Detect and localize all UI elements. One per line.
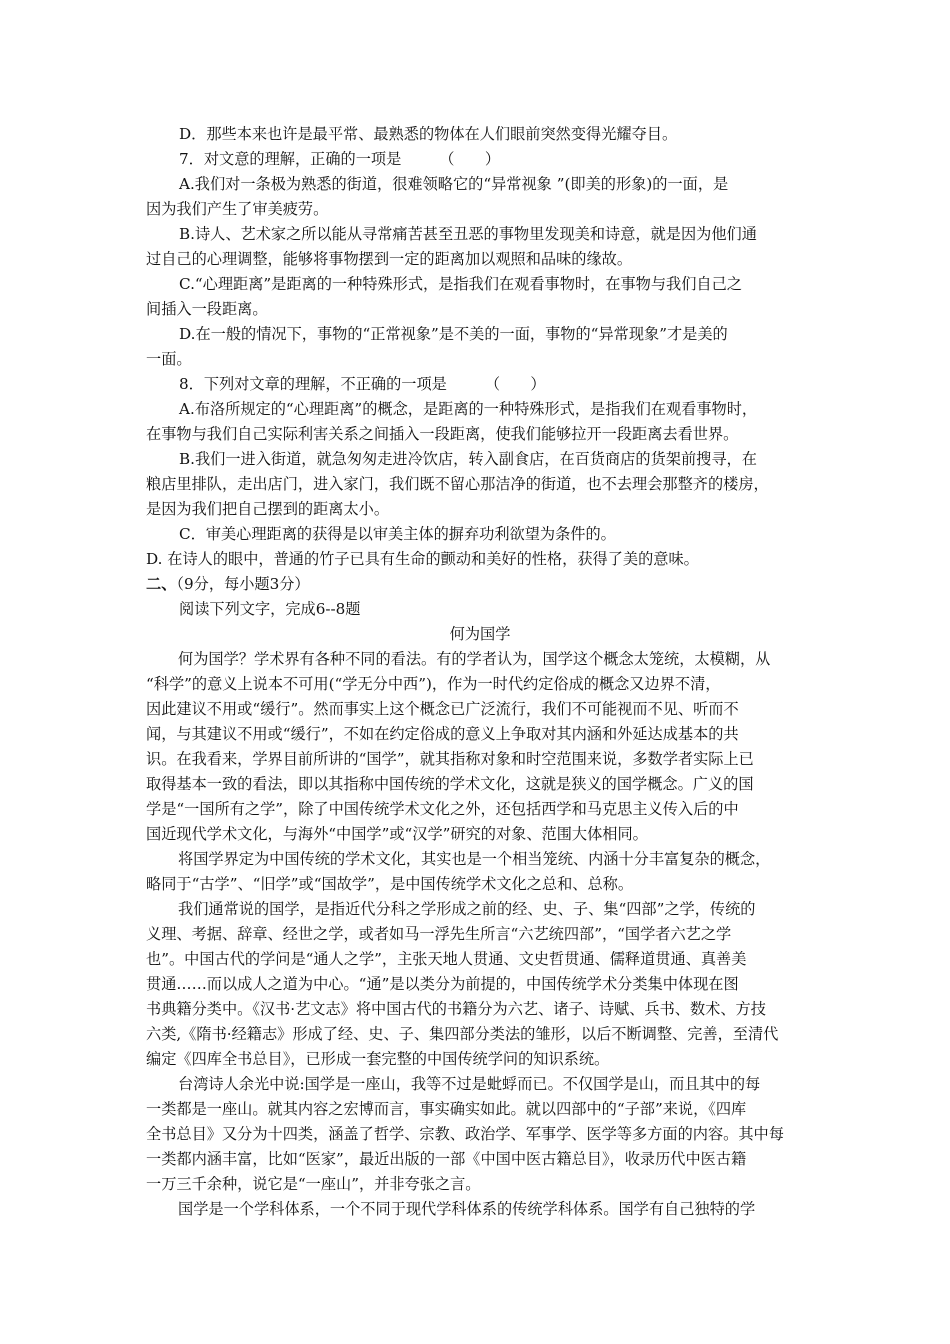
paragraph-line: “科学”的意义上说本不可用(“学无分中西”)，作为一时代约定俗成的概念又边界不清，: [146, 675, 721, 693]
text-line: 因为我们产生了审美疲劳。: [146, 200, 329, 218]
paragraph-line: 一类都内涵丰富，比如“医家”，最近出版的一部《中国中医古籍总目》，收录历代中医古籍: [146, 1150, 747, 1168]
paragraph-line: 闻，与其建议不用或“缓行”，不如在约定俗成的意义上争取对其内涵和外延达成基本的共: [146, 725, 739, 743]
paragraph-line: 学是“一国所有之学”，除了中国传统学术文化之外，还包括西学和马克思主义传入后的中: [146, 800, 739, 818]
text-line: 过自己的心理调整，能够将事物摆到一定的距离加以观照和品味的缘故。: [146, 250, 632, 268]
paragraph-line: 书典籍分类中。《汉书·艺文志》将中国古代的书籍分为六艺、诸子、诗赋、兵书、数术、方技: [146, 1000, 766, 1018]
paragraph-line: 一万三千余种，说它是“一座山”，并非夸张之言。: [146, 1175, 481, 1193]
text-line: B.诗人、艺术家之所以能从寻常痛苦甚至丑恶的事物里发现美和诗意，就是因为他们通: [179, 225, 757, 243]
reading-instruction: 阅读下列文字，完成6--8题: [179, 600, 361, 618]
text-line: 间插入一段距离。: [146, 300, 268, 318]
paragraph-line: 国近现代学术文化，与海外“中国学”或“汉学”研究的对象、范围大体相同。: [146, 825, 648, 843]
article-title: 何为国学: [449, 625, 511, 643]
text-line: D．那些本来也许是最平常、最熟悉的物体在人们眼前突然变得光耀夺目。: [179, 125, 678, 143]
paragraph-line: 贯通……而以成人之道为中心。“通”是以类分为前提的，中国传统学术分类集中体现在图: [146, 975, 739, 993]
paragraph-line: 也”。中国古代的学问是“通人之学”，主张天地人贯通、文史哲贯通、儒释道贯通、真善美: [146, 950, 747, 968]
paragraph-line: 台湾诗人余光中说:国学是一座山，我等不过是蚍蜉而已。不仅国学是山，而且其中的每: [178, 1075, 761, 1093]
text-line: D.在一般的情况下，事物的“正常视象”是不美的一面，事物的“异常现象”才是美的: [179, 325, 728, 343]
section-heading: [146, 572, 814, 597]
document-page: [146, 122, 814, 1222]
text-line: 粮店里排队，走出店门，进入家门，我们既不留心那洁净的街道，也不去理会那整齐的楼房，: [146, 475, 769, 493]
paragraph-line: 识。在我看来，学界目前所讲的“国学”，就其指称对象和时空范围来说，多数学者实际上已: [146, 750, 754, 768]
text-line: 8．下列对文章的理解，不正确的一项是 （ ）: [179, 375, 546, 393]
paragraph-line: 何为国学？学术界有各种不同的看法。有的学者认为，国学这个概念太笼统，太模糊，从: [178, 650, 771, 668]
paragraph-line: 一类都是一座山。就其内容之宏博而言，事实确实如此。就以四部中的“子部”来说，《四库: [146, 1100, 747, 1118]
text-line: 一面。: [146, 350, 192, 368]
text-line: A.我们对一条极为熟悉的街道，很难领略它的“异常视象 ”(即美的形象)的一面，是: [179, 175, 729, 193]
paragraph-line: 义理、考据、辞章、经世之学，或者如马一浮先生所言“六艺统四部”，“国学者六艺之学: [146, 925, 732, 943]
paragraph-line: 因此建议不用或“缓行”。然而事实上这个概念已广泛流行，我们不可能视而不见、听而不: [146, 700, 739, 718]
text-line: C.“心理距离”是距离的一种特殊形式，是指我们在观看事物时，在事物与我们自己之: [179, 275, 742, 293]
paragraph-line: 六类,《隋书·经籍志》形成了经、史、子、集四部分类法的雏形，以后不断调整、完善，至清代: [146, 1025, 779, 1043]
article-body: [146, 647, 814, 1222]
paragraph-line: 略同于“古学”、“旧学”或“国故学”，是中国传统学术文化之总和、总称。: [146, 875, 634, 893]
section-label: 二、: [146, 575, 177, 593]
paragraph-line: 取得基本一致的看法，即以其指称中国传统的学术文化，这就是狭义的国学概念。广义的国: [146, 775, 754, 793]
text-line: 7．对文意的理解，正确的一项是 （ ）: [179, 150, 501, 168]
text-line: 在事物与我们自己实际利害关系之间插入一段距离，使我们能够拉开一段距离去看世界。: [146, 425, 739, 443]
text-line: B.我们一进入街道，就急匆匆走进冷饮店，转入副食店，在百货商店的货架前搜寻，在: [179, 450, 757, 468]
question-section: [146, 122, 814, 572]
paragraph-line: 国学是一个学科体系，一个不同于现代学科体系的传统学科体系。国学有自己独特的学: [178, 1200, 756, 1218]
text-line: C．审美心理距离的获得是以审美主体的摒弃功利欲望为条件的。: [179, 525, 616, 543]
paragraph-line: 全书总目》又分为十四类，涵盖了哲学、宗教、政治学、军事学、医学等多方面的内容。其中每: [146, 1125, 784, 1143]
paragraph-line: 将国学界定为中国传统的学术文化，其实也是一个相当笼统、内涵十分丰富复杂的概念，: [178, 850, 771, 868]
text-line: A.布洛所规定的“心理距离”的概念，是距离的一种特殊形式，是指我们在观看事物时，: [179, 400, 758, 418]
paragraph-line: 编定《四库全书总目》，已形成一套完整的中国传统学问的知识系统。: [146, 1050, 610, 1068]
paragraph-line: 我们通常说的国学，是指近代分科之学形成之前的经、史、子、集“四部”之学，传统的: [178, 900, 756, 918]
text-line: D. 在诗人的眼中，普通的竹子已具有生命的颤动和美好的性格，获得了美的意味。: [146, 550, 699, 568]
section-note: （9分，每小题3分）: [176, 575, 310, 593]
text-line: 是因为我们把自己摆到的距离太小。: [146, 500, 389, 518]
